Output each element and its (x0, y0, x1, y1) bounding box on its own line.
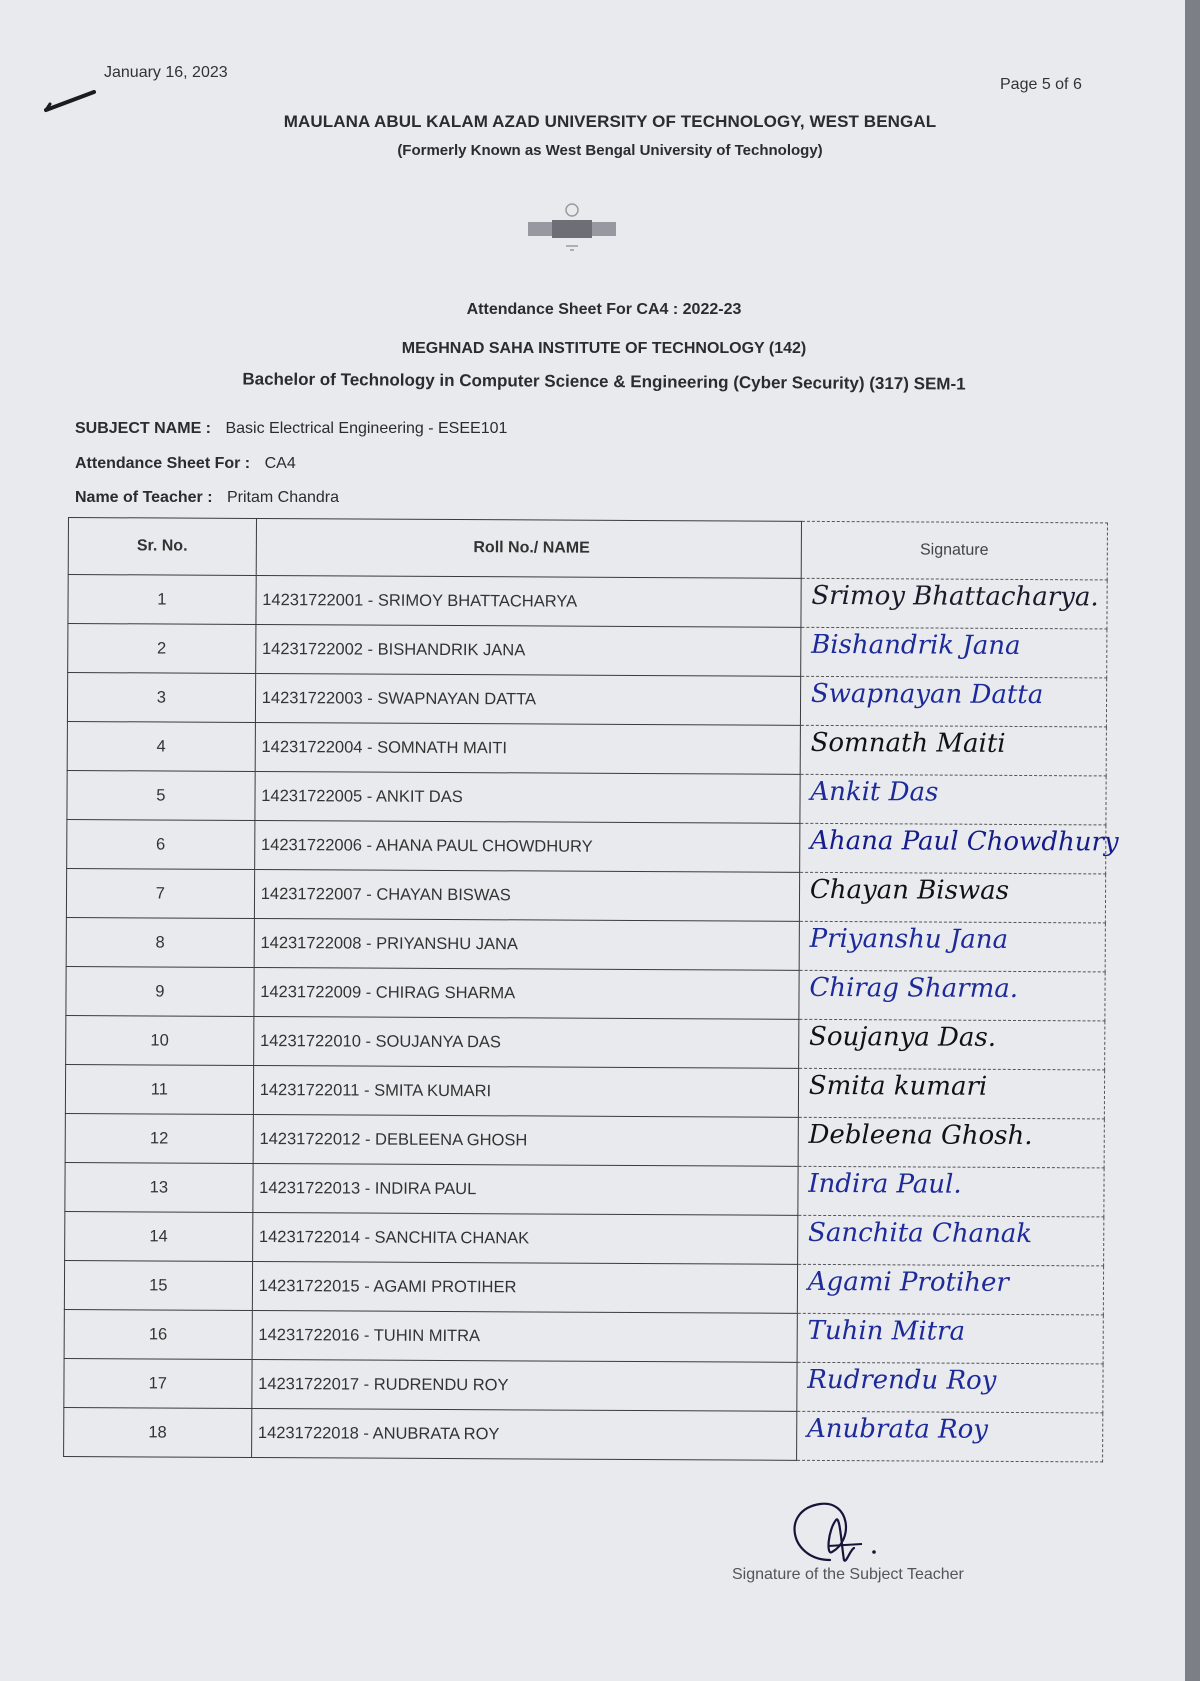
handwritten-signature: Agami Protiher (807, 1266, 1009, 1298)
handwritten-signature: Swapnayan Datta (810, 678, 1044, 711)
row-signature-cell (799, 823, 1119, 874)
row-signature-cell (798, 1068, 1104, 1119)
row-roll-name: 14231722004 - SOMNATH MAITI (255, 722, 800, 774)
row-signature-cell (799, 921, 1105, 972)
sheet-for-value: CA4 (264, 455, 296, 472)
row-signature-cell (797, 1313, 1103, 1364)
table-row (68, 575, 1107, 629)
teacher-label: Name of Teacher : (75, 489, 213, 506)
handwritten-signature: Indira Paul. (808, 1168, 962, 1200)
university-former-name: (Formerly Known as West Bengal University of Technology) (397, 142, 823, 159)
row-roll-name: 14231722014 - SANCHITA CHANAK (252, 1212, 797, 1264)
table-row (65, 1113, 1104, 1167)
handwritten-signature: Rudrendu Roy (807, 1364, 997, 1396)
table-row (64, 1407, 1103, 1461)
row-sr-no: 4 (67, 721, 255, 771)
table-row (65, 1211, 1104, 1265)
sheet-title: Attendance Sheet For CA4 : 2022-23 (466, 301, 742, 318)
header-signature: Signature (801, 521, 1107, 580)
table-header-row (68, 518, 1107, 580)
row-sr-no: 2 (68, 624, 256, 674)
handwritten-signature: Sanchita Chanak (807, 1217, 1033, 1250)
row-sr-no: 1 (68, 575, 256, 625)
row-roll-name: 14231722010 - SOUJANYA DAS (253, 1016, 798, 1068)
table-row (65, 1064, 1104, 1118)
row-roll-name: 14231722013 - INDIRA PAUL (253, 1163, 798, 1215)
row-roll-name: 14231722016 - TUHIN MITRA (252, 1310, 797, 1362)
attendance-table-container (63, 517, 1119, 1487)
row-signature-cell (800, 627, 1106, 678)
teacher-signature-caption: Signature of the Subject Teacher (732, 1566, 964, 1583)
handwritten-signature: Debleena Ghosh. (808, 1119, 1033, 1152)
row-roll-name: 14231722015 - AGAMI PROTIHER (252, 1261, 797, 1313)
row-roll-name: 14231722006 - AHANA PAUL CHOWDHURY (254, 820, 799, 872)
table-row (66, 917, 1105, 971)
row-sr-no: 10 (66, 1015, 254, 1065)
row-signature-cell (799, 872, 1105, 923)
handwritten-signature: Chayan Biswas (809, 874, 1010, 906)
program-name: Bachelor of Technology in Computer Science & Engineering (Cyber Security) (317) SEM-1 (242, 369, 966, 394)
handwritten-signature: Chirag Sharma. (809, 972, 1019, 1004)
handwritten-signature: Tuhin Mitra (807, 1315, 966, 1347)
table-row (65, 1162, 1104, 1216)
handwritten-signature: Priyanshu Jana (809, 923, 1009, 955)
row-sr-no: 13 (65, 1162, 253, 1212)
handwritten-signature: Smita kumari (808, 1070, 988, 1102)
handwritten-signature: Somnath Maiti (810, 727, 1006, 759)
table-row (64, 1309, 1103, 1363)
table-row (67, 819, 1106, 873)
row-sr-no: 14 (65, 1211, 253, 1261)
print-date: January 16, 2023 (104, 64, 228, 81)
table-row (64, 1358, 1103, 1412)
row-sr-no: 16 (64, 1309, 252, 1359)
row-signature-cell (797, 1215, 1103, 1266)
row-sr-no: 8 (66, 917, 254, 967)
row-sr-no: 3 (67, 673, 255, 723)
row-sr-no: 9 (66, 966, 254, 1016)
table-row (68, 624, 1107, 678)
university-logo (526, 200, 618, 258)
row-roll-name: 14231722009 - CHIRAG SHARMA (254, 967, 799, 1019)
row-signature-cell (800, 774, 1106, 825)
row-roll-name: 14231722012 - DEBLEENA GHOSH (253, 1114, 798, 1166)
sheet-for-label: Attendance Sheet For : (75, 455, 251, 472)
handwritten-signature: Anubrata Roy (806, 1413, 989, 1445)
row-signature-cell (798, 1117, 1104, 1168)
row-roll-name: 14231722005 - ANKIT DAS (255, 771, 800, 823)
table-row (64, 1260, 1103, 1314)
row-roll-name: 14231722008 - PRIYANSHU JANA (254, 918, 799, 970)
attendance-table (63, 517, 1119, 1462)
subject-field (75, 420, 507, 438)
institute-name: MEGHNAD SAHA INSTITUTE OF TECHNOLOGY (142) (401, 340, 807, 357)
row-signature-cell (797, 1264, 1103, 1315)
row-roll-name: 14231722003 - SWAPNAYAN DATTA (255, 673, 800, 725)
subject-value: Basic Electrical Engineering - ESEE101 (225, 420, 508, 437)
row-sr-no: 15 (64, 1260, 252, 1310)
table-row (67, 721, 1106, 775)
row-signature-cell (799, 970, 1105, 1021)
page-number: Page 5 of 6 (1000, 76, 1082, 93)
row-sr-no: 5 (67, 770, 255, 820)
row-signature-cell (800, 725, 1106, 776)
row-signature-cell (798, 1019, 1104, 1070)
row-roll-name: 14231722017 - RUDRENDU ROY (252, 1359, 797, 1411)
header-sr-no: Sr. No. (68, 518, 256, 576)
table-row (67, 673, 1106, 727)
handwritten-signature: Ankit Das (810, 776, 939, 808)
table-row (66, 868, 1105, 922)
row-sr-no: 18 (64, 1407, 252, 1457)
handwritten-signature: Soujanya Das. (809, 1021, 997, 1053)
teacher-value: Pritam Chandra (226, 489, 340, 506)
teacher-field (75, 489, 339, 507)
row-sr-no: 17 (64, 1358, 252, 1408)
sheet-for-field (75, 455, 296, 473)
row-sr-no: 11 (65, 1064, 253, 1114)
row-signature-cell (797, 1362, 1103, 1413)
table-row (66, 1015, 1105, 1069)
row-sr-no: 6 (67, 819, 255, 869)
subject-label: SUBJECT NAME : (75, 420, 212, 437)
row-roll-name: 14231722018 - ANUBRATA ROY (251, 1408, 796, 1460)
handwritten-signature: Ahana Paul Chowdhury (810, 825, 1119, 858)
row-roll-name: 14231722007 - CHAYAN BISWAS (254, 869, 799, 921)
university-name: MAULANA ABUL KALAM AZAD UNIVERSITY OF TECHNOLOGY, WEST BENGAL (283, 112, 937, 131)
row-sr-no: 12 (65, 1113, 253, 1163)
row-sr-no: 7 (66, 868, 254, 918)
row-signature-cell (796, 1411, 1102, 1462)
row-signature-cell (798, 1166, 1104, 1217)
table-row (67, 770, 1106, 824)
row-signature-cell (800, 676, 1106, 727)
row-roll-name: 14231722002 - BISHANDRIK JANA (255, 624, 800, 676)
pen-tick-mark (44, 86, 96, 114)
handwritten-signature: Bishandrik Jana (811, 629, 1021, 661)
row-signature-cell (801, 578, 1107, 629)
row-roll-name: 14231722001 - SRIMOY BHATTACHARYA (256, 575, 801, 627)
row-roll-name: 14231722011 - SMITA KUMARI (253, 1065, 798, 1117)
header-roll-name: Roll No./ NAME (256, 518, 801, 578)
table-row (66, 966, 1105, 1020)
handwritten-signature: Srimoy Bhattacharya. (811, 580, 1099, 613)
